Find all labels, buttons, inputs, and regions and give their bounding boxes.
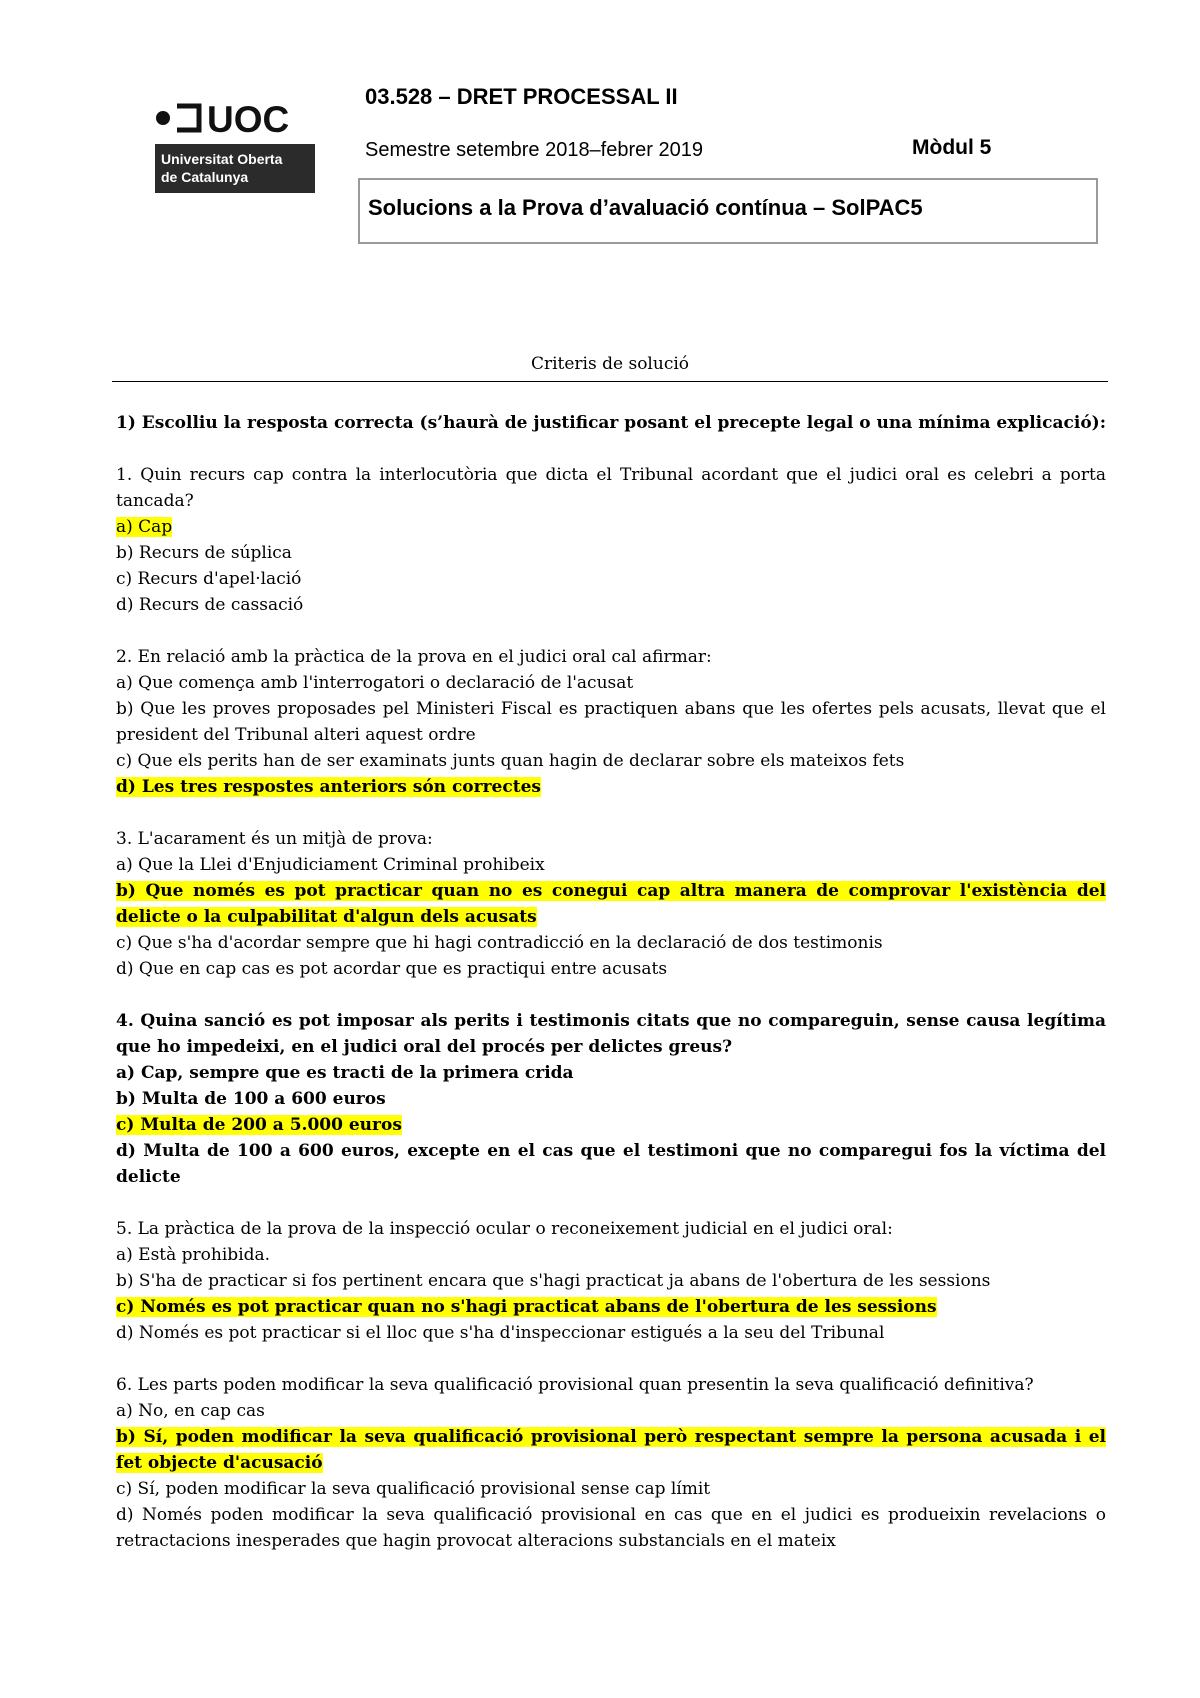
option-d: d) Només es pot practicar si el lloc que s'ha d'inspeccionar estigués a la seu del Tribunal (116, 1323, 885, 1343)
criteria-heading: Criteris de solució (530, 354, 690, 374)
option-b (116, 878, 1106, 930)
question-text: 1. Quin recurs cap contra la interlocutòria que dicta el Tribunal acordant que el judici oral es celebri a porta tancada? (116, 465, 1106, 511)
option-a (116, 514, 1106, 540)
correct-answer-highlight: c) Només es pot practicar quan no s'hagi practicat abans de l'obertura de les sessions (116, 1297, 937, 1317)
question-6 (116, 1372, 1106, 1554)
question-3 (116, 826, 1106, 982)
question-text: 2. En relació amb la pràctica de la prova en el judici oral cal afirmar: (116, 647, 712, 667)
option-c: c) Recurs d'apel·lació (116, 569, 302, 589)
option-d: d) Recurs de cassació (116, 595, 304, 615)
document-body (116, 410, 1106, 1580)
title-box (358, 178, 1098, 244)
correct-answer-highlight: c) Multa de 200 a 5.000 euros (116, 1115, 402, 1135)
option-a: a) Està prohibida. (116, 1245, 271, 1265)
option-a: a) No, en cap cas (116, 1401, 265, 1421)
option-b: b) Multa de 100 a 600 euros (116, 1089, 386, 1109)
question-text: 5. La pràctica de la prova de la inspecció ocular o reconeixement judicial en el judici oral: (116, 1219, 893, 1239)
option-c (116, 1294, 1106, 1320)
logo-text: UOC (207, 99, 290, 140)
instructions: 1) Escolliu la resposta correcta (s’haurà de justificar posant el precepte legal o una mínima explicació): (116, 413, 1106, 433)
option-b (116, 1424, 1106, 1476)
option-c: c) Que els perits han de ser examinats junts quan hagin de declarar sobre els mateixos fets (116, 751, 905, 771)
option-c: c) Sí, poden modificar la seva qualificació provisional sense cap límit (116, 1479, 711, 1499)
option-d: d) Que en cap cas es pot acordar que es practiqui entre acusats (116, 959, 668, 979)
question-2 (116, 644, 1106, 800)
question-text: 3. L'acarament és un mitjà de prova: (116, 829, 433, 849)
option-d: d) Multa de 100 a 600 euros, excepte en el cas que el testimoni que no comparegui fos la víctima del delicte (116, 1141, 1106, 1187)
logo-subtitle-1: Universitat Oberta (161, 151, 283, 167)
heading-divider (112, 381, 1108, 382)
option-c (116, 1112, 1106, 1138)
course-title: 03.528 – DRET PROCESSAL II (365, 84, 678, 109)
option-b: b) Que les proves proposades pel Ministeri Fiscal es practiquen abans que les ofertes pels acusats, llevat que el president del Tribunal alteri aquest ordre (116, 699, 1106, 745)
option-a: a) Cap, sempre que es tracti de la primera crida (116, 1063, 574, 1083)
option-a: a) Que comença amb l'interrogatori o declaració de l'acusat (116, 673, 634, 693)
correct-answer-highlight: b) Sí, poden modificar la seva qualificació provisional però respectant sempre la persona acusada i el fet objecte d'acusació (116, 1427, 1106, 1473)
question-1 (116, 462, 1106, 618)
question-5 (116, 1216, 1106, 1346)
correct-answer-highlight: a) Cap (116, 517, 173, 537)
option-d: d) Només poden modificar la seva qualificació provisional en cas que en el judici es produeixin revelacions o retractacions inesperades que hagin provocat alteracions substancials en el mateix (116, 1505, 1106, 1551)
question-4 (116, 1008, 1106, 1190)
question-text: 4. Quina sanció es pot imposar als perits i testimonis citats que no compareguin, sense causa legítima que ho impedeixi, en el judici oral del procés per delictes greus? (116, 1011, 1106, 1057)
question-text: 6. Les parts poden modificar la seva qualificació provisional quan presentin la seva qualificació definitiva? (116, 1375, 1034, 1395)
uoc-logo (155, 98, 315, 193)
correct-answer-highlight: b) Que només es pot practicar quan no es conegui cap altra manera de comprovar l'existència del delicte o la culpabilitat d'algun dels acusats (116, 881, 1106, 927)
option-d (116, 774, 1106, 800)
correct-answer-highlight: d) Les tres respostes anteriors són correctes (116, 777, 541, 797)
module-label: Mòdul 5 (912, 136, 992, 159)
option-b: b) S'ha de practicar si fos pertinent encara que s'hagi practicat ja abans de l'obertura de les sessions (116, 1271, 991, 1291)
option-c: c) Que s'ha d'acordar sempre que hi hagi contradicció en la declaració de dos testimonis (116, 933, 883, 953)
logo-subtitle-2: de Catalunya (161, 169, 249, 185)
semester-label: Semestre setembre 2018–febrer 2019 (365, 139, 703, 161)
document-title: Solucions a la Prova d’avaluació contínua – SolPAC5 (368, 195, 923, 220)
option-b: b) Recurs de súplica (116, 543, 292, 563)
option-a: a) Que la Llei d'Enjudiciament Criminal prohibeix (116, 855, 545, 875)
